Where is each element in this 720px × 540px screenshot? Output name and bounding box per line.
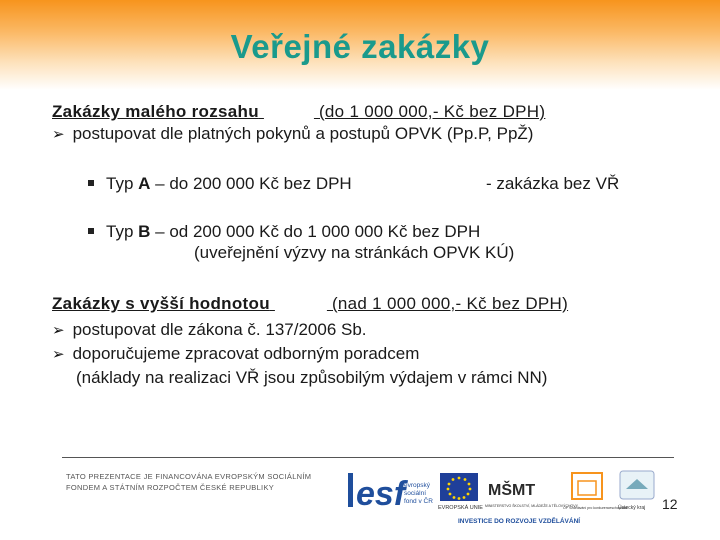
square-bullet-icon bbox=[88, 180, 94, 186]
type-a-text: do 200 000 Kč bez DPH bbox=[169, 174, 352, 193]
section2-bullet-2-text: doporučujeme zpracovat odborným poradcem bbox=[72, 344, 420, 363]
funding-note-line2: FONDEM A STÁTNÍM ROZPOČTEM ČESKÉ REPUBLIKY bbox=[66, 483, 275, 492]
section1-heading-label: Zakázky malého rozsahu bbox=[52, 102, 259, 121]
svg-text:fond v ČR: fond v ČR bbox=[404, 498, 433, 505]
funding-note-line1: TATO PREZENTACE JE FINANCOVÁNA EVROPSKÝM SOCIÁLNÍM bbox=[66, 472, 312, 481]
slide-title: Veřejné zakázky bbox=[230, 28, 490, 65]
section1-bullet-text: postupovat dle platných pokynů a postupů OPVK (Pp.P, PpŽ) bbox=[72, 124, 534, 143]
funding-note bbox=[66, 471, 311, 493]
section2-heading-amount: (nad 1 000 000,- Kč bez DPH) bbox=[331, 294, 569, 313]
type-b-prefix: Typ bbox=[106, 222, 139, 241]
type-a-item bbox=[88, 174, 352, 194]
section1-bullet bbox=[52, 124, 533, 144]
sponsor-logos bbox=[348, 467, 663, 529]
type-a-letter: A bbox=[138, 174, 151, 193]
slogan-text: INVESTICE DO ROZVOJE VZDĚLÁVÁNÍ bbox=[458, 518, 581, 525]
type-b-text: od 200 000 Kč do 1 000 000 Kč bez DPH bbox=[169, 222, 481, 241]
type-b-letter: B bbox=[138, 222, 151, 241]
arrow-bullet-icon: ➢ bbox=[52, 126, 65, 143]
section2-heading-label: Zakázky s vyšší hodnotou bbox=[52, 294, 270, 313]
esf-logo bbox=[348, 473, 433, 513]
svg-text:evropský: evropský bbox=[404, 482, 431, 489]
svg-text:MŠMT: MŠMT bbox=[488, 482, 536, 499]
arrow-bullet-icon: ➢ bbox=[52, 322, 65, 339]
svg-text:esf: esf bbox=[356, 475, 406, 513]
type-a-dash: – bbox=[150, 174, 170, 193]
page-number: 12 bbox=[662, 496, 678, 512]
square-bullet-icon bbox=[88, 228, 94, 234]
eu-flag-logo bbox=[438, 473, 483, 511]
section1-heading-amount: (do 1 000 000,- Kč bez DPH) bbox=[318, 102, 546, 121]
type-a-note: - zakázka bez VŘ bbox=[486, 174, 620, 193]
type-b-dash: – bbox=[150, 222, 170, 241]
svg-text:MINISTERSTVO ŠKOLSTVÍ, MLÁDEŽE: MINISTERSTVO ŠKOLSTVÍ, MLÁDEŽE A TĚLOVÝCHOVY bbox=[485, 504, 578, 508]
msmt-logo bbox=[485, 480, 579, 508]
section2-bullet-2-continuation: (náklady na realizaci VŘ jsou způsobilým výdajem v rámci NN) bbox=[76, 368, 548, 387]
section2-bullet-1 bbox=[52, 320, 367, 340]
section2-bullet-2 bbox=[52, 344, 419, 364]
section1-heading bbox=[52, 102, 545, 122]
type-a-prefix: Typ bbox=[106, 174, 139, 193]
section2-heading bbox=[52, 294, 568, 314]
section2-bullet-1-text: postupovat dle zákona č. 137/2006 Sb. bbox=[72, 320, 367, 339]
footer-divider bbox=[62, 457, 674, 458]
svg-text:sociální: sociální bbox=[404, 490, 427, 497]
svg-text:OP Vzdělávání pro konkurencesc: OP Vzdělávání pro konkurenceschopnost bbox=[563, 506, 628, 510]
ustecky-kraj-logo bbox=[618, 471, 654, 511]
arrow-bullet-icon: ➢ bbox=[52, 346, 65, 363]
svg-text:Ústecký kraj: Ústecký kraj bbox=[618, 505, 646, 511]
type-b-subtext: (uveřejnění výzvy na stránkách OPVK KÚ) bbox=[194, 243, 515, 262]
type-b-item bbox=[88, 222, 480, 242]
svg-text:EVROPSKÁ UNIE: EVROPSKÁ UNIE bbox=[438, 505, 483, 511]
